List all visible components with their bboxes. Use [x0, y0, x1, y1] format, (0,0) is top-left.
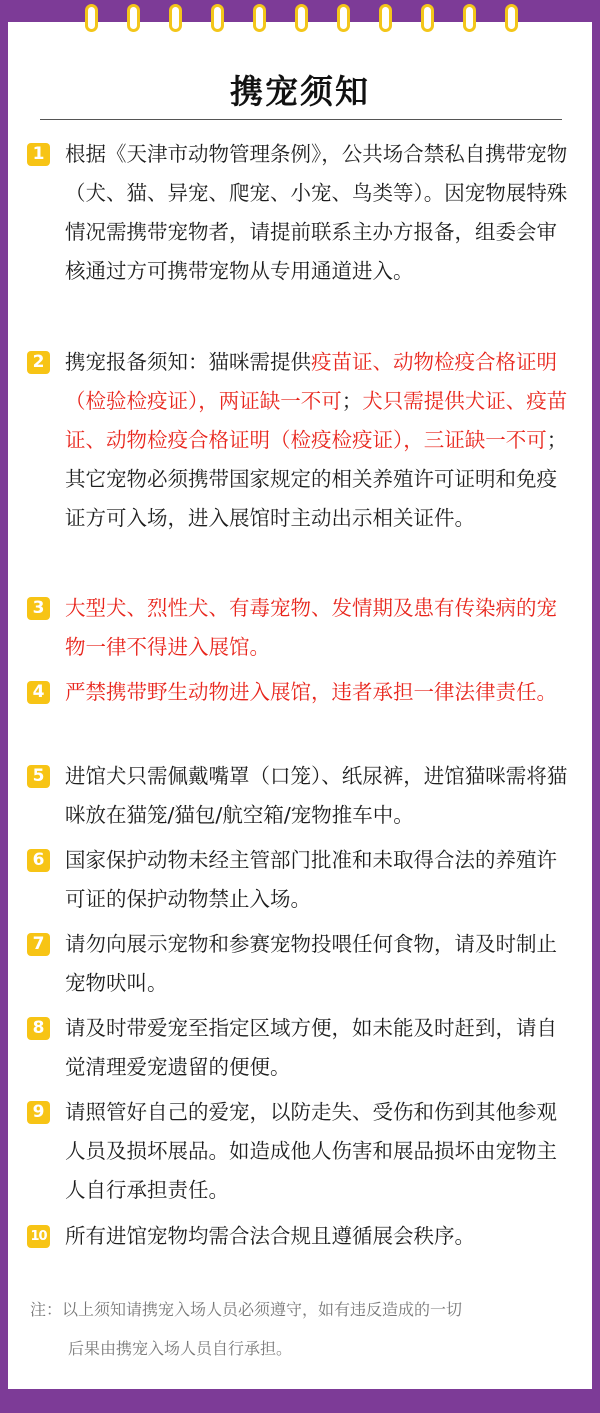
- rule-text-part: 大型犬、烈性犬、有毒宠物、发情期及患有传染病的宠物一律不得进入展馆。: [65, 596, 557, 659]
- rules-list: [27, 135, 572, 1261]
- binder-ring-icon: [337, 4, 350, 32]
- footnote-line: 注：以上须知请携宠入场人员必须遵守，如有违反造成的一切: [30, 1300, 463, 1319]
- binder-ring-icon: [295, 4, 308, 32]
- binder-ring-icon: [421, 4, 434, 32]
- number-badge: 4: [27, 681, 50, 704]
- title-divider: [40, 119, 562, 120]
- number-badge: 7: [27, 933, 50, 956]
- rule-text: [65, 1009, 572, 1087]
- rule-text-part: 根据《天津市动物管理条例》，公共场合禁私自携带宠物（犬、猫、异宠、爬宠、小宠、鸟类等）。因宠物展特殊情况需携带宠物者，请提前联系主办方报备，组委会审核通过方可携带宠物从专用通道进入。: [65, 142, 568, 283]
- rule-text-emphasis: 犬只需提供犬证、疫苗证、动物检疫合格证明（检疫检疫证），三证缺一不可: [65, 389, 568, 452]
- binder-ring-icon: [211, 4, 224, 32]
- rule-text-part: 请及时带爱宠至指定区域方便，如未能及时赶到，请自觉清理爱宠遗留的便便。: [65, 1016, 557, 1079]
- rule-text-part: ；其它宠物必须携带国家规定的相关养殖许可证明和免疫证方可入场，进入展馆时主动出示相关证件。: [65, 428, 568, 530]
- number-badge: 3: [27, 597, 50, 620]
- binder-ring-icon: [253, 4, 266, 32]
- rule-text-part: 请勿向展示宠物和参赛宠物投喂任何食物，请及时制止宠物吠叫。: [65, 932, 557, 995]
- rule-text: [65, 925, 572, 1003]
- number-badge: 6: [27, 849, 50, 872]
- binder-ring-icon: [85, 4, 98, 32]
- rule-text-part: 严禁携带野生动物进入展馆，违者承担一律法律责任。: [65, 680, 557, 704]
- number-badge: 8: [27, 1017, 50, 1040]
- rule-item-1: [27, 135, 572, 343]
- rule-item-5: [27, 757, 572, 841]
- binder-ring-icon: [505, 4, 518, 32]
- binder-ring-icon: [379, 4, 392, 32]
- rule-text: [65, 343, 572, 538]
- rule-item-8: [27, 1009, 572, 1093]
- rule-item-10: [27, 1217, 572, 1261]
- number-badge: 9: [27, 1101, 50, 1124]
- footnote: [30, 1290, 570, 1368]
- binder-ring-icon: [463, 4, 476, 32]
- rule-text-part: 进馆犬只需佩戴嘴罩（口笼）、纸尿裤，进馆猫咪需将猫咪放在猫笼/猫包/航空箱/宠物推车中。: [65, 764, 568, 827]
- rule-text-part: 携宠报备须知：猫咪需提供: [65, 350, 311, 374]
- number-badge: 10: [27, 1225, 50, 1248]
- footnote-line: 后果由携宠入场人员自行承担。: [68, 1339, 293, 1358]
- rule-text: [65, 135, 572, 291]
- number-badge: 5: [27, 765, 50, 788]
- rule-item-4: [27, 673, 572, 757]
- rule-item-7: [27, 925, 572, 1009]
- binder-ring-icon: [169, 4, 182, 32]
- rule-text: [65, 841, 572, 919]
- binder-rings: [0, 4, 600, 40]
- rule-item-6: [27, 841, 572, 925]
- rule-text-emphasis: [65, 673, 572, 712]
- rule-text-part: 国家保护动物未经主管部门批准和未取得合法的养殖许可证的保护动物禁止入场。: [65, 848, 557, 911]
- rule-text-emphasis: [65, 589, 572, 667]
- rule-item-3: [27, 589, 572, 673]
- number-badge: 1: [27, 143, 50, 166]
- rule-text: [65, 1093, 572, 1210]
- binder-ring-icon: [127, 4, 140, 32]
- number-badge: 2: [27, 351, 50, 374]
- rule-item-2: [27, 343, 572, 589]
- rule-text: [65, 757, 572, 835]
- rule-text-part: ；: [341, 389, 363, 413]
- rule-text-part: 所有进馆宠物均需合法合规且遵循展会秩序。: [65, 1224, 475, 1248]
- rule-text: [65, 1217, 572, 1256]
- rule-text-part: 请照管好自己的爱宠，以防走失、受伤和伤到其他参观人员及损坏展品。如造成他人伤害和展品损坏由宠物主人自行承担责任。: [65, 1100, 557, 1202]
- rule-text-emphasis: 疫苗证、动物检疫合格证明（检验检疫证），两证缺一不可: [65, 350, 557, 413]
- page-title: 携宠须知: [230, 72, 370, 111]
- rule-item-9: [27, 1093, 572, 1217]
